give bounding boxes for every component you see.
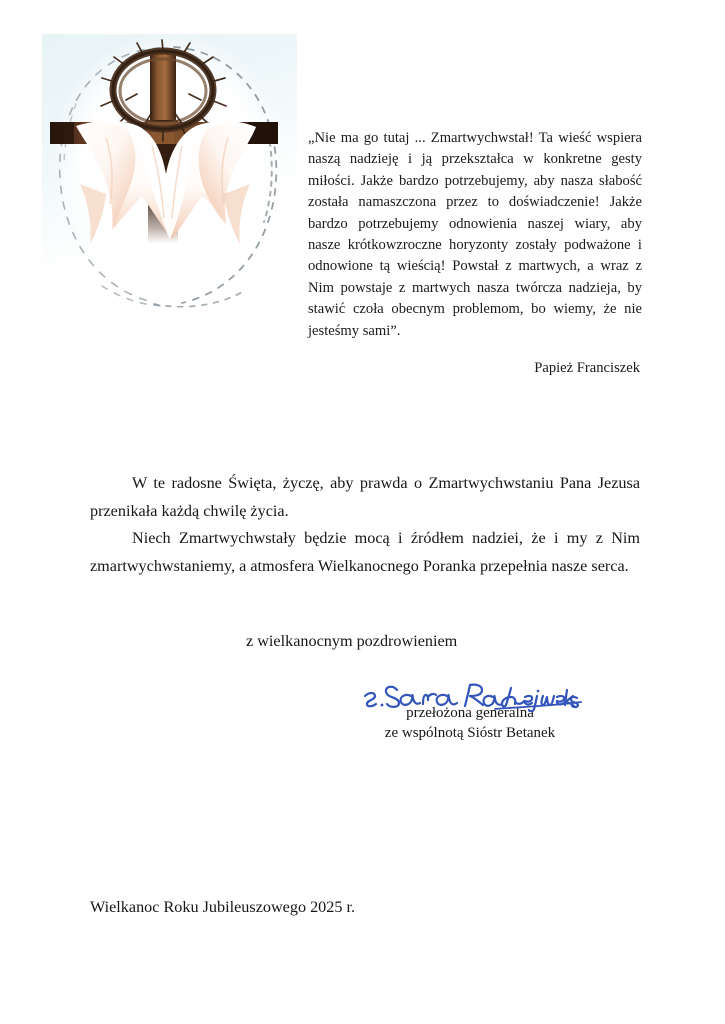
papal-quote-block — [308, 128, 642, 377]
signature-block — [305, 676, 635, 743]
closing-salutation: z wielkanocnym pozdrowieniem — [246, 632, 458, 650]
cross-illustration-artwork — [42, 34, 297, 339]
body-paragraph-2: Niech Zmartwychwstały będzie mocą i źródłem nadziei, że i my z Nim zmartwychwstaniemy, a atmosfera Wielkanocnego Poranka przepełnia nasze serca. — [90, 529, 640, 575]
footer-date-line: Wielkanoc Roku Jubileuszowego 2025 r. — [90, 898, 356, 916]
quote-text: „Nie ma go tutaj ... Zmartwychwstał! Ta wieść wspiera naszą nadzieję i ją przekształca w konkretne gesty miłości. Jakże bardzo potrzebujemy, aby nasza słabość została namaszczona przez to doświadczenie! Jakże bardzo potrzebujemy odnowienia naszej wiary, aby nasze krótkowzroczne horyzonty zostały podważone i odnowione tą wieścią! Powstał z martwych, a wraz z Nim powstaje z martwych nasza twórcza nadzieja, by stawić czoła obecnym problemom, bo wiemy, że nie jesteśmy sami”. — [308, 130, 642, 339]
letter-body — [90, 470, 640, 580]
handwritten-signature — [305, 676, 635, 710]
signature-community: ze wspólnotą Sióstr Betanek — [384, 724, 556, 741]
signature-title: przełożona generalna — [406, 705, 534, 721]
body-paragraph-1: W te radosne Święta, życzę, aby prawda o Zmartwychwstaniu Pana Jezusa przenikała każdą chwilę życia. — [90, 474, 640, 520]
cross-illustration — [42, 34, 297, 339]
quote-attribution: Papież Franciszek — [534, 360, 640, 377]
